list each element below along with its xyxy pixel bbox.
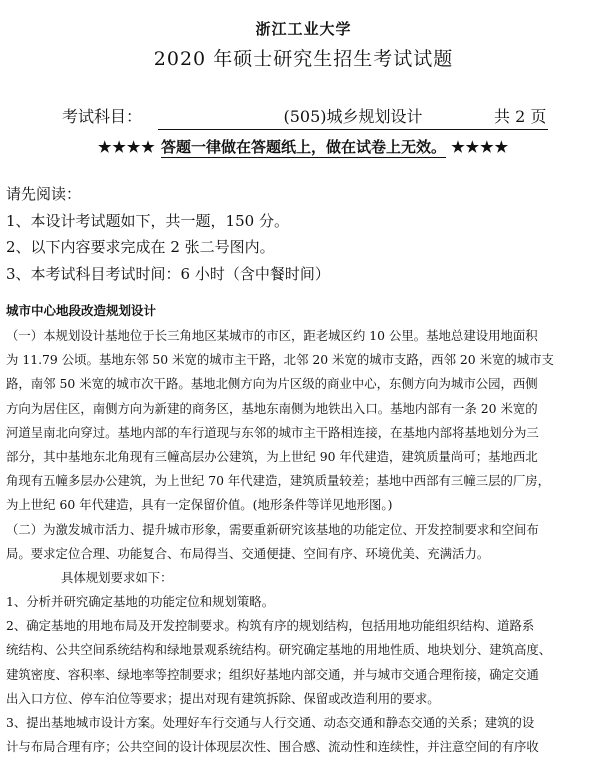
university-name: 浙江工业大学: [255, 20, 352, 38]
answer-notice: [0, 136, 607, 157]
body-line: 部分，其中基地东北角现有三幢高层办公建筑，为上世纪 90 年代建造，建筑质量尚可；基地西北: [6, 448, 538, 464]
body-line: 方向为居住区，南侧方向为新建的商务区，基地东南侧为地铁出入口。基地内部有一条 20 米宽的: [6, 400, 538, 416]
body-line: 局。要求定位合理、功能复合、布局得当、交通便捷、空间有序、环境优美、充满活力。: [6, 545, 490, 561]
body-line: 出入口方位、停车泊位等要求；提出对现有建筑拆除、保留或改造利用的要求。: [6, 690, 440, 706]
reading-item: 3、本考试科目考试时间：6 小时（含中餐时间）: [6, 264, 330, 283]
requirement-item: 1、分析并研究确定基地的功能定位和规划策略。: [6, 594, 275, 610]
reading-heading: 请先阅读：: [6, 185, 82, 203]
reading-item: 2、以下内容要求完成在 2 张二号图内。: [6, 238, 275, 256]
requirement-item: 2、确定基地的用地布局及开发控制要求。构筑有序的规划结构，包括用地功能组织结构、道路系: [6, 618, 535, 634]
body-line: 为上世纪 60 年代建造，具有一定保留价值。(地形条件等详见地形图。): [6, 497, 393, 513]
page-count: 共 2 页: [494, 107, 547, 126]
body-line: （一）本规划设计基地位于长三角地区某城市的市区，距老城区约 10 公里。基地总建设用地面积: [6, 328, 538, 343]
body-line: 河道呈南北向穿过。基地内部的车行道现与东邻的城市主干路相连接，在基地内部将基地划分为三: [6, 424, 539, 440]
body-line: 角现有五幢多层办公建筑，为上世纪 70 年代建造，建筑质量较差；基地中西部有三幢三层的厂房，: [6, 473, 551, 489]
body-line: 统结构、公共空间系统结构和绿地景观系统结构。研究确定基地的用地性质、地块划分、建筑高度、: [6, 642, 552, 658]
exam-title: 2020 年硕士研究生招生考试试题: [153, 48, 454, 70]
subject-row: [62, 104, 562, 130]
star-decoration-right: ★★★★: [451, 138, 510, 156]
subject-label: 考试科目：: [62, 107, 143, 126]
subject-name: (505)城乡规划设计: [158, 104, 548, 130]
star-decoration-left: ★★★★: [97, 138, 156, 156]
body-line: 建筑密度、容积率、绿地率等控制要求；组织好基地内部交通，并与城市交通合理衔接，确定交通: [6, 666, 539, 682]
body-line: 路，南邻 50 米宽的城市次干路。基地北侧方向为片区级的商业中心，东侧方向为城市公园，西侧: [6, 376, 538, 392]
requirement-item: 3、提出基地城市设计方案。处理好车行交通与人行交通、动态交通和静态交通的关系；建筑的设: [6, 715, 535, 730]
requirements-heading: 具体规划要求如下：: [61, 569, 173, 585]
notice-text: 答题一律做在答题纸上，做在试卷上无效。: [160, 138, 446, 156]
body-line: （二）为激发城市活力、提升城市形象，需要重新研究该基地的功能定位、开发控制要求和空间布: [6, 521, 539, 537]
reading-instructions: [6, 181, 596, 287]
body-line: 计与布局合理有序；公共空间的设计体现层次性、围合感、流动性和连续性，并注意空间的有序收: [6, 739, 539, 755]
question-body: [6, 324, 601, 759]
reading-item: 1、本设计考试题如下，共一题，150 分。: [6, 211, 289, 230]
section-title: 城市中心地段改造规划设计: [6, 303, 157, 318]
body-line: 为 11.79 公顷。基地东邻 50 米宽的城市主干路，北邻 20 米宽的城市支路，西邻 20 米宽的城市支: [6, 352, 554, 368]
